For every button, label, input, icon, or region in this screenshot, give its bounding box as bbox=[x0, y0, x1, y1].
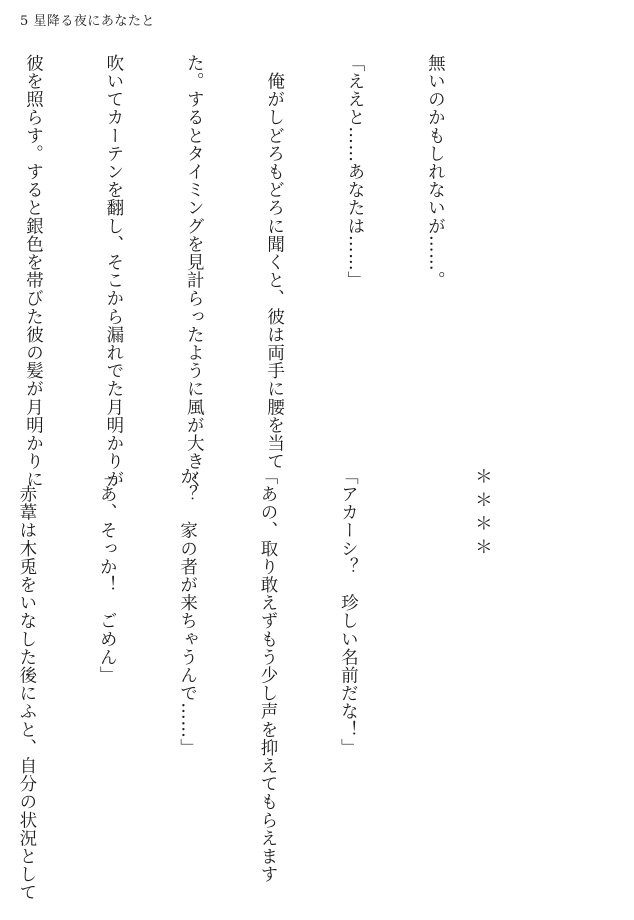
text-block-bottom bbox=[0, 467, 549, 902]
text-line: 赤葦は木兎をいなした後にふと、自分の状況として bbox=[16, 467, 37, 902]
text-line: 「あ、そっか！ ごめん」 bbox=[97, 467, 118, 685]
scene-separator: ＊＊＊＊ bbox=[472, 467, 493, 561]
text-line: 「アカーシ？ 珍しい名前だな！」 bbox=[338, 467, 359, 757]
text-line: 吹いてカーテンを翻し、そこから漏れでた月明かりが bbox=[103, 54, 124, 489]
text-line: 彼を照らす。すると銀色を帯びた彼の髪が月明かりに bbox=[23, 54, 44, 489]
text-line: 俺がしどろもどろに聞くと、彼は両手に腰を当て bbox=[264, 54, 285, 471]
text-line: た。するとタイミングを見計らったように風が大きく bbox=[184, 54, 205, 489]
text-line: 「ええと……あなたは……」 bbox=[345, 54, 366, 290]
text-line: 無いのかもしれないが……。 bbox=[425, 54, 446, 290]
page-header: 5 星降る夜にあなたと bbox=[20, 14, 155, 29]
text-line: 「あの、取り敢えずもう少し声を抑えてもらえます bbox=[258, 467, 279, 884]
text-line: か？ 家の者が来ちゃうんで……」 bbox=[177, 467, 198, 757]
text-block-top bbox=[0, 54, 502, 489]
